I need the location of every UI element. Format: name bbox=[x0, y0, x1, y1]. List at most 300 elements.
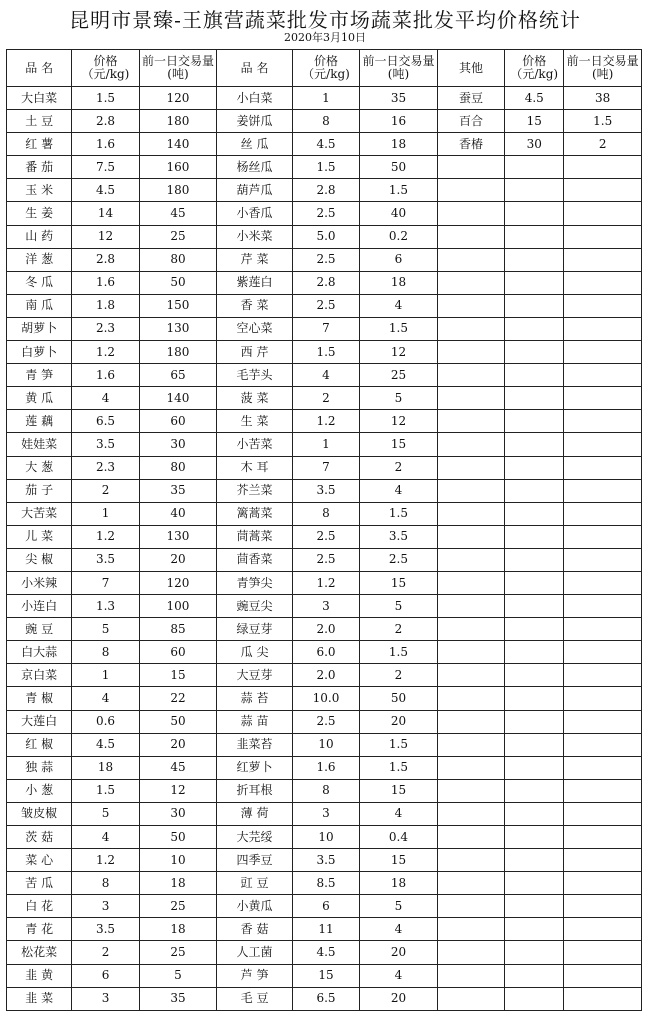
cell-volume: 100 bbox=[139, 595, 217, 618]
cell-volume: 18 bbox=[360, 271, 438, 294]
cell-price: 6.0 bbox=[292, 641, 359, 664]
cell-price: 3.5 bbox=[292, 479, 359, 502]
cell-volume: 35 bbox=[360, 87, 438, 110]
cell-name: 菜 心 bbox=[7, 849, 72, 872]
header-other: 其他 bbox=[437, 50, 504, 87]
cell-price: 7 bbox=[72, 571, 139, 594]
cell-price bbox=[505, 433, 564, 456]
header-volume: 前一日交易量(吨) bbox=[564, 50, 642, 87]
cell-name: 白萝卜 bbox=[7, 341, 72, 364]
cell-name: 大莲白 bbox=[7, 710, 72, 733]
cell-price bbox=[505, 387, 564, 410]
table-body bbox=[7, 87, 642, 1011]
cell-name: 南 瓜 bbox=[7, 294, 72, 317]
table-row bbox=[7, 872, 642, 895]
table-row bbox=[7, 987, 642, 1010]
cell-name: 杨丝瓜 bbox=[217, 156, 293, 179]
cell-price: 1.6 bbox=[72, 133, 139, 156]
cell-name bbox=[437, 641, 504, 664]
cell-name: 丝 瓜 bbox=[217, 133, 293, 156]
table-row bbox=[7, 179, 642, 202]
cell-price: 1.6 bbox=[72, 364, 139, 387]
cell-name bbox=[437, 987, 504, 1010]
cell-price: 18 bbox=[72, 756, 139, 779]
cell-price: 1.2 bbox=[72, 341, 139, 364]
cell-volume: 3.5 bbox=[360, 525, 438, 548]
cell-price: 2.5 bbox=[292, 710, 359, 733]
cell-price: 1 bbox=[72, 664, 139, 687]
cell-volume bbox=[564, 479, 642, 502]
cell-name: 小黄瓜 bbox=[217, 895, 293, 918]
cell-name: 茴香菜 bbox=[217, 548, 293, 571]
cell-name bbox=[437, 294, 504, 317]
cell-name: 豇 豆 bbox=[217, 872, 293, 895]
cell-volume: 4 bbox=[360, 294, 438, 317]
cell-price: 1 bbox=[72, 502, 139, 525]
cell-volume: 180 bbox=[139, 341, 217, 364]
cell-volume: 18 bbox=[360, 133, 438, 156]
cell-volume: 50 bbox=[360, 156, 438, 179]
cell-name: 皱皮椒 bbox=[7, 802, 72, 825]
cell-price bbox=[505, 987, 564, 1010]
cell-name bbox=[437, 664, 504, 687]
cell-price: 5 bbox=[72, 618, 139, 641]
cell-volume: 20 bbox=[360, 710, 438, 733]
table-row bbox=[7, 110, 642, 133]
cell-volume bbox=[564, 964, 642, 987]
cell-volume bbox=[564, 733, 642, 756]
cell-name: 百合 bbox=[437, 110, 504, 133]
cell-volume: 80 bbox=[139, 456, 217, 479]
cell-name: 香 菜 bbox=[217, 294, 293, 317]
cell-name: 番 茄 bbox=[7, 156, 72, 179]
cell-price bbox=[505, 918, 564, 941]
cell-price bbox=[505, 479, 564, 502]
cell-volume bbox=[564, 548, 642, 571]
cell-volume: 50 bbox=[139, 710, 217, 733]
cell-volume bbox=[564, 826, 642, 849]
cell-name bbox=[437, 571, 504, 594]
cell-volume: 0.2 bbox=[360, 225, 438, 248]
cell-price: 2.8 bbox=[72, 248, 139, 271]
cell-name: 茄 子 bbox=[7, 479, 72, 502]
cell-price: 2 bbox=[72, 941, 139, 964]
cell-price: 15 bbox=[505, 110, 564, 133]
cell-name bbox=[437, 872, 504, 895]
cell-price: 2.8 bbox=[72, 110, 139, 133]
cell-name bbox=[437, 548, 504, 571]
cell-price: 8 bbox=[72, 872, 139, 895]
cell-price bbox=[505, 941, 564, 964]
cell-name: 山 药 bbox=[7, 225, 72, 248]
cell-name bbox=[437, 341, 504, 364]
cell-name: 葫芦瓜 bbox=[217, 179, 293, 202]
cell-price: 1.2 bbox=[72, 849, 139, 872]
cell-name bbox=[437, 941, 504, 964]
cell-price: 8 bbox=[292, 779, 359, 802]
cell-price: 6.5 bbox=[292, 987, 359, 1010]
cell-price bbox=[505, 271, 564, 294]
cell-price: 8 bbox=[72, 641, 139, 664]
cell-price: 2.5 bbox=[292, 525, 359, 548]
cell-volume: 60 bbox=[139, 410, 217, 433]
cell-price: 6 bbox=[72, 964, 139, 987]
cell-name: 人工菌 bbox=[217, 941, 293, 964]
report-date: 2020年3月10日 bbox=[284, 31, 366, 44]
cell-name: 小苦菜 bbox=[217, 433, 293, 456]
header-name: 品 名 bbox=[217, 50, 293, 87]
cell-name: 松花菜 bbox=[7, 941, 72, 964]
table-row bbox=[7, 410, 642, 433]
cell-volume bbox=[564, 779, 642, 802]
cell-volume: 15 bbox=[360, 849, 438, 872]
header-price: 价格（元/kg) bbox=[292, 50, 359, 87]
cell-name bbox=[437, 456, 504, 479]
cell-volume: 45 bbox=[139, 756, 217, 779]
cell-price: 4 bbox=[72, 387, 139, 410]
cell-volume: 30 bbox=[139, 802, 217, 825]
table-row bbox=[7, 87, 642, 110]
cell-name: 韭 菜 bbox=[7, 987, 72, 1010]
cell-name bbox=[437, 756, 504, 779]
cell-price bbox=[505, 248, 564, 271]
cell-price: 2.5 bbox=[292, 248, 359, 271]
cell-name: 毛 豆 bbox=[217, 987, 293, 1010]
cell-name bbox=[437, 502, 504, 525]
table-row bbox=[7, 571, 642, 594]
cell-price: 4.5 bbox=[72, 179, 139, 202]
cell-volume: 30 bbox=[139, 433, 217, 456]
cell-volume: 1.5 bbox=[360, 733, 438, 756]
table-row bbox=[7, 387, 642, 410]
cell-volume bbox=[564, 687, 642, 710]
cell-price: 1.2 bbox=[72, 525, 139, 548]
cell-name: 毛芋头 bbox=[217, 364, 293, 387]
cell-volume: 25 bbox=[139, 895, 217, 918]
cell-volume: 1.5 bbox=[360, 317, 438, 340]
cell-volume: 1.5 bbox=[564, 110, 642, 133]
table-row bbox=[7, 918, 642, 941]
cell-volume bbox=[564, 433, 642, 456]
cell-volume: 130 bbox=[139, 525, 217, 548]
table-row bbox=[7, 895, 642, 918]
cell-volume: 4 bbox=[360, 964, 438, 987]
cell-price: 8 bbox=[292, 502, 359, 525]
cell-volume: 45 bbox=[139, 202, 217, 225]
cell-name: 大 葱 bbox=[7, 456, 72, 479]
cell-volume bbox=[564, 641, 642, 664]
cell-volume: 6 bbox=[360, 248, 438, 271]
cell-price: 10.0 bbox=[292, 687, 359, 710]
cell-volume: 130 bbox=[139, 317, 217, 340]
cell-name bbox=[437, 479, 504, 502]
cell-name: 木 耳 bbox=[217, 456, 293, 479]
cell-volume: 1.5 bbox=[360, 502, 438, 525]
cell-price bbox=[505, 733, 564, 756]
cell-price: 4.5 bbox=[292, 941, 359, 964]
table-row bbox=[7, 133, 642, 156]
cell-volume: 2 bbox=[360, 664, 438, 687]
cell-volume bbox=[564, 525, 642, 548]
cell-name bbox=[437, 248, 504, 271]
cell-name: 蚕豆 bbox=[437, 87, 504, 110]
cell-price: 12 bbox=[72, 225, 139, 248]
table-row bbox=[7, 525, 642, 548]
cell-price: 4 bbox=[72, 687, 139, 710]
table-row bbox=[7, 779, 642, 802]
cell-name: 小米辣 bbox=[7, 571, 72, 594]
cell-name bbox=[437, 156, 504, 179]
cell-name bbox=[437, 618, 504, 641]
cell-volume bbox=[564, 410, 642, 433]
cell-name: 土 豆 bbox=[7, 110, 72, 133]
cell-volume bbox=[564, 248, 642, 271]
table-row bbox=[7, 964, 642, 987]
cell-price: 1.2 bbox=[292, 410, 359, 433]
cell-volume: 35 bbox=[139, 479, 217, 502]
cell-name bbox=[437, 802, 504, 825]
cell-volume bbox=[564, 918, 642, 941]
table-row bbox=[7, 641, 642, 664]
cell-price bbox=[505, 964, 564, 987]
cell-name: 小米菜 bbox=[217, 225, 293, 248]
table-row bbox=[7, 826, 642, 849]
cell-price: 1.5 bbox=[72, 87, 139, 110]
cell-name: 青 花 bbox=[7, 918, 72, 941]
table-row bbox=[7, 225, 642, 248]
cell-volume: 5 bbox=[360, 895, 438, 918]
cell-volume: 0.4 bbox=[360, 826, 438, 849]
cell-name: 京白菜 bbox=[7, 664, 72, 687]
cell-name bbox=[437, 410, 504, 433]
cell-price bbox=[505, 179, 564, 202]
cell-volume: 50 bbox=[139, 271, 217, 294]
cell-price: 4 bbox=[72, 826, 139, 849]
cell-price: 1 bbox=[292, 433, 359, 456]
cell-name: 薄 荷 bbox=[217, 802, 293, 825]
cell-price bbox=[505, 802, 564, 825]
cell-price: 11 bbox=[292, 918, 359, 941]
cell-volume: 2 bbox=[360, 456, 438, 479]
cell-volume bbox=[564, 179, 642, 202]
cell-volume bbox=[564, 294, 642, 317]
table-row bbox=[7, 802, 642, 825]
cell-price: 30 bbox=[505, 133, 564, 156]
header-name: 品 名 bbox=[7, 50, 72, 87]
cell-price: 6 bbox=[292, 895, 359, 918]
cell-price bbox=[505, 525, 564, 548]
cell-price: 3.5 bbox=[72, 548, 139, 571]
cell-price: 2.5 bbox=[292, 294, 359, 317]
cell-volume: 140 bbox=[139, 133, 217, 156]
cell-volume: 120 bbox=[139, 87, 217, 110]
table-row bbox=[7, 156, 642, 179]
cell-price bbox=[505, 456, 564, 479]
cell-volume: 5 bbox=[139, 964, 217, 987]
cell-name bbox=[437, 433, 504, 456]
cell-price: 2.3 bbox=[72, 317, 139, 340]
cell-volume: 2.5 bbox=[360, 548, 438, 571]
cell-price: 2.0 bbox=[292, 618, 359, 641]
cell-name: 韭 黄 bbox=[7, 964, 72, 987]
cell-name: 小白菜 bbox=[217, 87, 293, 110]
cell-volume: 18 bbox=[360, 872, 438, 895]
cell-volume: 10 bbox=[139, 849, 217, 872]
cell-name bbox=[437, 849, 504, 872]
table-row bbox=[7, 202, 642, 225]
cell-name: 小 葱 bbox=[7, 779, 72, 802]
cell-price: 1.6 bbox=[72, 271, 139, 294]
cell-price: 2.3 bbox=[72, 456, 139, 479]
cell-name: 青笋尖 bbox=[217, 571, 293, 594]
cell-price: 1.2 bbox=[292, 571, 359, 594]
cell-name: 豌豆尖 bbox=[217, 595, 293, 618]
cell-price bbox=[505, 756, 564, 779]
cell-volume: 20 bbox=[139, 548, 217, 571]
cell-name: 苦 瓜 bbox=[7, 872, 72, 895]
cell-name: 冬 瓜 bbox=[7, 271, 72, 294]
header-volume: 前一日交易量(吨) bbox=[139, 50, 217, 87]
cell-name: 白大蒜 bbox=[7, 641, 72, 664]
table-row bbox=[7, 248, 642, 271]
cell-price: 15 bbox=[292, 964, 359, 987]
table-row bbox=[7, 341, 642, 364]
cell-volume: 15 bbox=[139, 664, 217, 687]
cell-name bbox=[437, 387, 504, 410]
cell-name: 西 芹 bbox=[217, 341, 293, 364]
cell-name: 菠 菜 bbox=[217, 387, 293, 410]
cell-name: 娃娃菜 bbox=[7, 433, 72, 456]
cell-name bbox=[437, 317, 504, 340]
cell-volume: 150 bbox=[139, 294, 217, 317]
cell-price bbox=[505, 849, 564, 872]
cell-price bbox=[505, 364, 564, 387]
cell-name bbox=[437, 710, 504, 733]
cell-volume bbox=[564, 664, 642, 687]
table-row bbox=[7, 479, 642, 502]
cell-volume: 40 bbox=[139, 502, 217, 525]
cell-name: 茼蒿菜 bbox=[217, 525, 293, 548]
table-row bbox=[7, 756, 642, 779]
cell-name: 蒜 苔 bbox=[217, 687, 293, 710]
cell-name bbox=[437, 779, 504, 802]
cell-volume: 5 bbox=[360, 387, 438, 410]
page-title: 昆明市景臻-王旗营蔬菜批发市场蔬菜批发平均价格统计 bbox=[69, 8, 581, 32]
cell-price: 10 bbox=[292, 733, 359, 756]
cell-price bbox=[505, 317, 564, 340]
cell-name: 四季豆 bbox=[217, 849, 293, 872]
cell-price: 2.0 bbox=[292, 664, 359, 687]
cell-name: 香 菇 bbox=[217, 918, 293, 941]
cell-price: 3 bbox=[72, 895, 139, 918]
cell-volume bbox=[564, 849, 642, 872]
cell-price: 3.5 bbox=[292, 849, 359, 872]
cell-name: 小香瓜 bbox=[217, 202, 293, 225]
cell-price: 10 bbox=[292, 826, 359, 849]
cell-name: 芦 笋 bbox=[217, 964, 293, 987]
cell-name: 红萝卜 bbox=[217, 756, 293, 779]
table-row bbox=[7, 849, 642, 872]
table-row bbox=[7, 548, 642, 571]
cell-volume: 80 bbox=[139, 248, 217, 271]
cell-price bbox=[505, 294, 564, 317]
table-row bbox=[7, 364, 642, 387]
table-row bbox=[7, 664, 642, 687]
cell-price: 3 bbox=[292, 595, 359, 618]
cell-volume bbox=[564, 502, 642, 525]
cell-price bbox=[505, 548, 564, 571]
cell-name: 青 笋 bbox=[7, 364, 72, 387]
cell-price: 7 bbox=[292, 317, 359, 340]
cell-price: 7 bbox=[292, 456, 359, 479]
cell-price: 4 bbox=[292, 364, 359, 387]
table-row bbox=[7, 595, 642, 618]
cell-price bbox=[505, 687, 564, 710]
cell-volume: 4 bbox=[360, 479, 438, 502]
cell-name bbox=[437, 733, 504, 756]
cell-volume: 140 bbox=[139, 387, 217, 410]
cell-volume bbox=[564, 802, 642, 825]
cell-volume: 25 bbox=[139, 225, 217, 248]
cell-volume: 65 bbox=[139, 364, 217, 387]
cell-volume bbox=[564, 317, 642, 340]
cell-price bbox=[505, 571, 564, 594]
cell-volume: 1.5 bbox=[360, 641, 438, 664]
cell-price bbox=[505, 502, 564, 525]
cell-name: 大白菜 bbox=[7, 87, 72, 110]
cell-name: 青 椒 bbox=[7, 687, 72, 710]
cell-price: 6.5 bbox=[72, 410, 139, 433]
cell-name bbox=[437, 595, 504, 618]
cell-price: 2.8 bbox=[292, 179, 359, 202]
cell-volume: 38 bbox=[564, 87, 642, 110]
cell-volume: 20 bbox=[139, 733, 217, 756]
cell-name: 玉 米 bbox=[7, 179, 72, 202]
cell-price: 2 bbox=[72, 479, 139, 502]
cell-volume: 5 bbox=[360, 595, 438, 618]
header-price: 价格（元/kg) bbox=[72, 50, 139, 87]
cell-volume bbox=[564, 456, 642, 479]
cell-name: 小连白 bbox=[7, 595, 72, 618]
cell-name bbox=[437, 918, 504, 941]
cell-volume bbox=[564, 571, 642, 594]
cell-price: 3.5 bbox=[72, 433, 139, 456]
cell-name: 芥兰菜 bbox=[217, 479, 293, 502]
cell-volume: 22 bbox=[139, 687, 217, 710]
cell-name bbox=[437, 964, 504, 987]
cell-price: 1.8 bbox=[72, 294, 139, 317]
cell-name: 姜饼瓜 bbox=[217, 110, 293, 133]
cell-price bbox=[505, 202, 564, 225]
cell-name bbox=[437, 364, 504, 387]
cell-price bbox=[505, 895, 564, 918]
table-row bbox=[7, 687, 642, 710]
cell-price: 2.5 bbox=[292, 202, 359, 225]
cell-volume bbox=[564, 202, 642, 225]
cell-price bbox=[505, 341, 564, 364]
cell-price: 1.5 bbox=[292, 341, 359, 364]
cell-name: 大豆芽 bbox=[217, 664, 293, 687]
cell-name: 绿豆芽 bbox=[217, 618, 293, 641]
cell-name: 大苦菜 bbox=[7, 502, 72, 525]
cell-volume: 15 bbox=[360, 779, 438, 802]
cell-name: 胡萝卜 bbox=[7, 317, 72, 340]
cell-volume: 25 bbox=[360, 364, 438, 387]
cell-name: 空心菜 bbox=[217, 317, 293, 340]
cell-volume bbox=[564, 225, 642, 248]
cell-volume bbox=[564, 710, 642, 733]
cell-volume bbox=[564, 156, 642, 179]
